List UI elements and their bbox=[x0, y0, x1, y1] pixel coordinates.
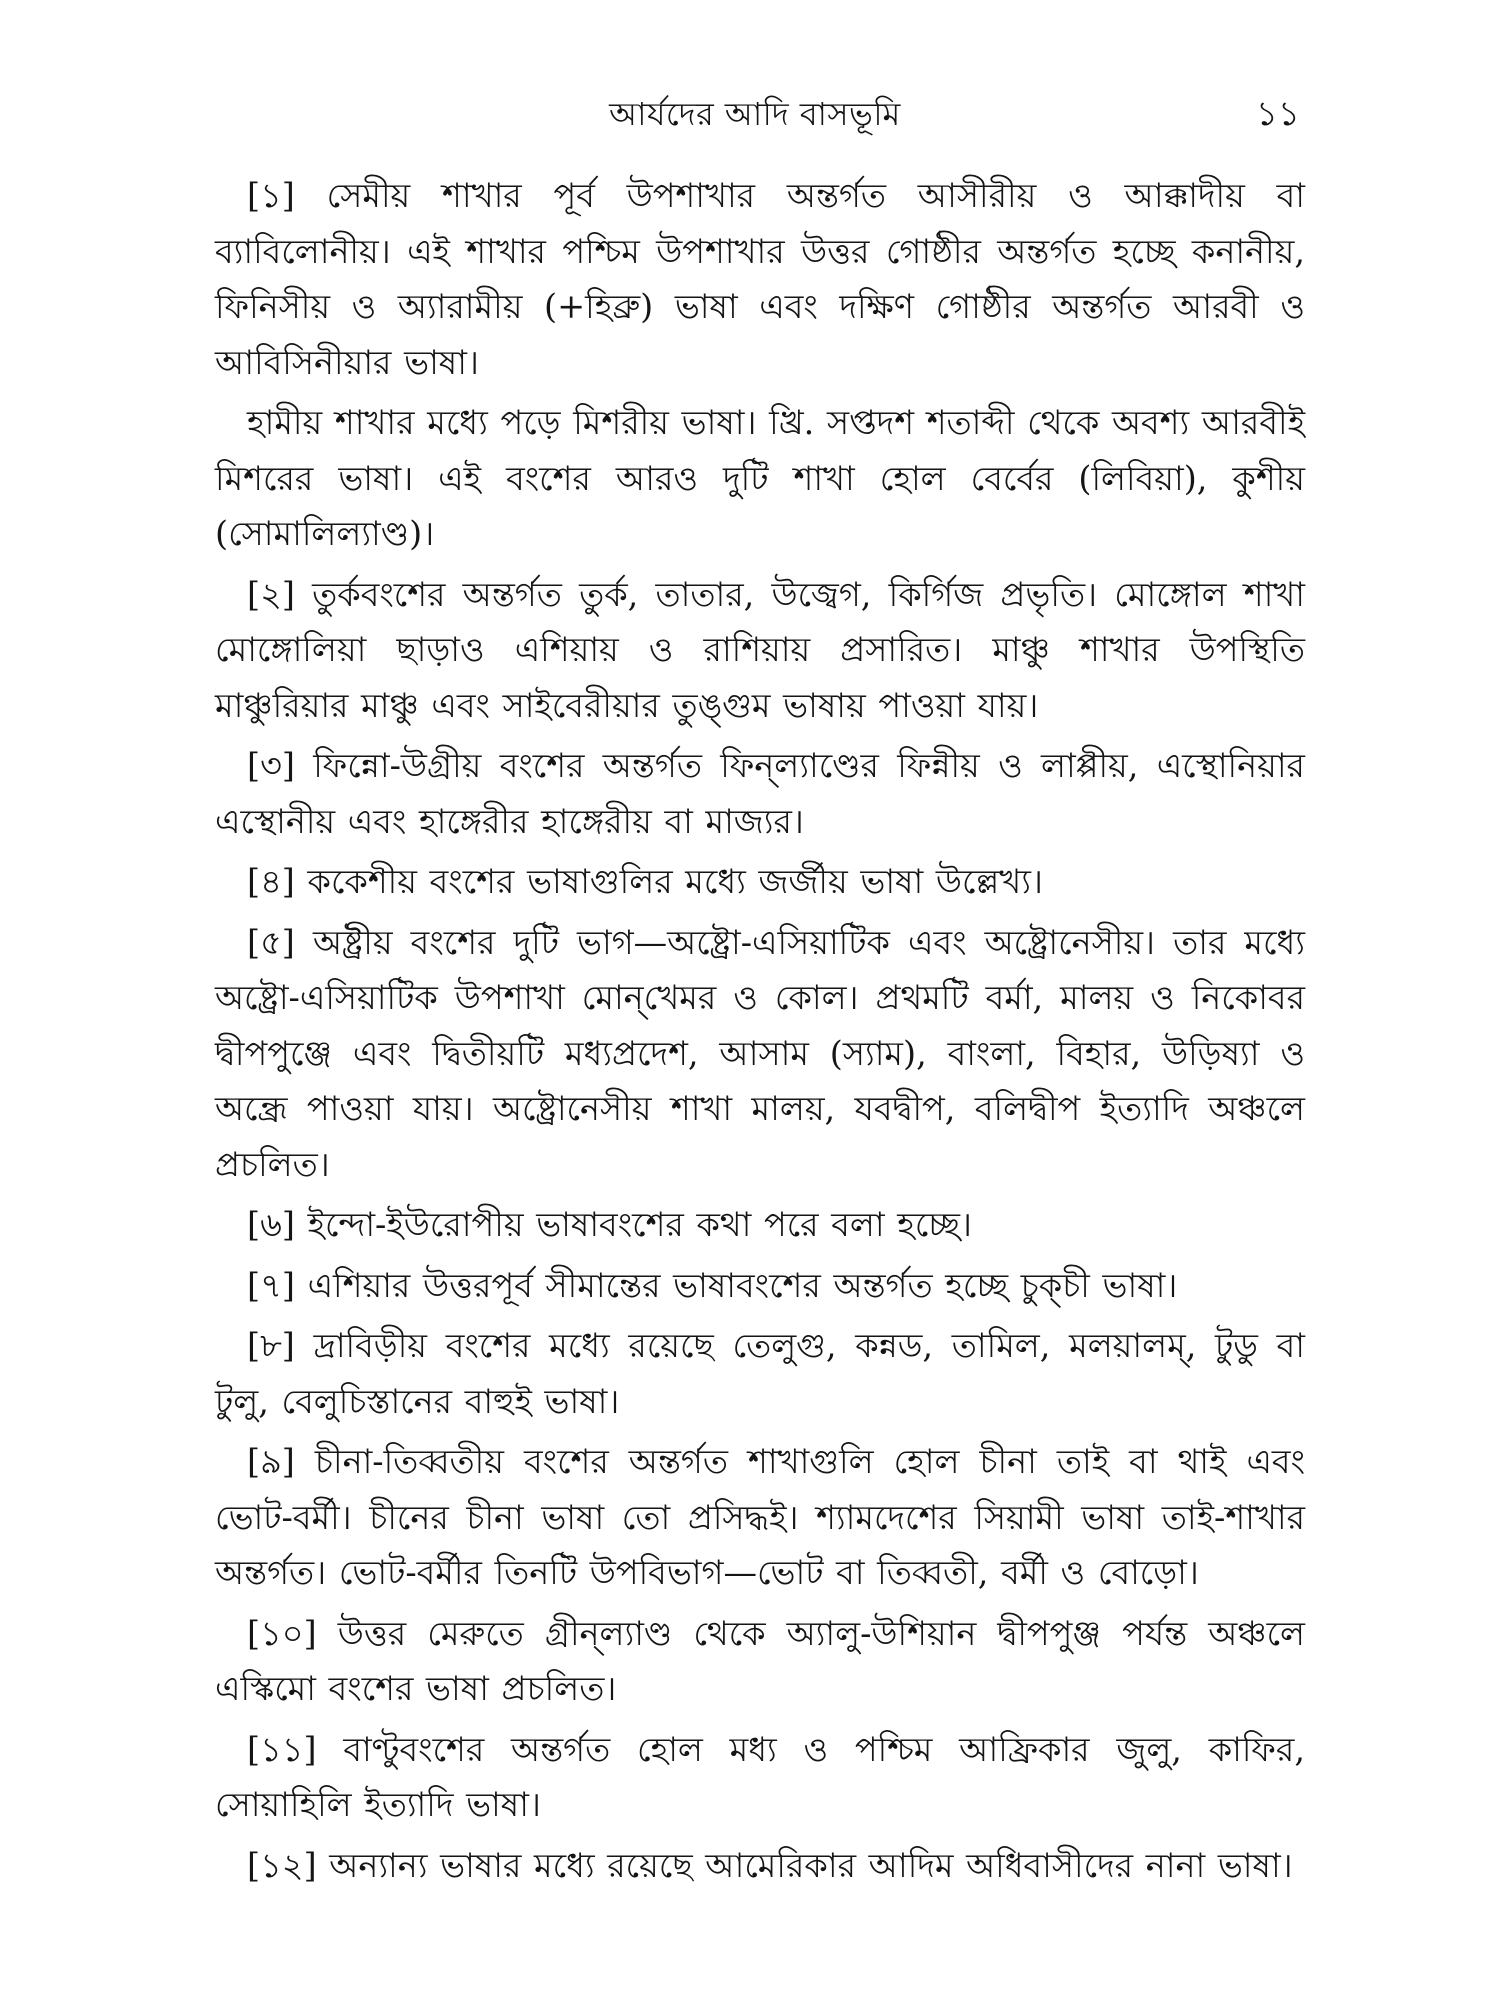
paragraph-hamitic: হামীয় শাখার মধ্যে পড়ে মিশরীয় ভাষা। খ্রি. সপ্তদশ শতাব্দী থেকে অবশ্য আরবীই মিশরের ভাষা। এই বংশের আরও দুটি শাখা হোল বের্বের (লিবিয়া), কুশীয় (সোমালিল্যাণ্ড)। bbox=[215, 403, 1305, 553]
paragraph-chukchi: [৭] এশিয়ার উত্তরপূর্ব সীমান্তের ভাষাবংশের অন্তর্গত হচ্ছে চুক্‌চী ভাষা। bbox=[247, 1265, 1178, 1305]
paragraph-finno-ugric: [৩] ফিন্নো-উগ্রীয় বংশের অন্তর্গত ফিন্ল্যাণ্ডের ফিন্নীয় ও লাপ্পীয়, এস্থোনিয়ার এস্থোনীয় এবং হাঙ্গেরীর হাঙ্গেরীয় বা মাজ্যর। bbox=[215, 746, 1305, 841]
running-header bbox=[210, 92, 1300, 142]
page-number: ১১ bbox=[1255, 94, 1300, 134]
paragraph-austric: [৫] অষ্ট্রীয় বংশের দুটি ভাগ—অষ্ট্রো-এসিয়াটিক এবং অষ্ট্রোনেসীয়। তার মধ্যে অষ্ট্রো-এসিয়াটিক উপশাখা মোন্‌খেমর ও কোল। প্রথমটি বর্মা, মালয় ও নিকোবর দ্বীপপুঞ্জে এবং দ্বিতীয়টি মধ্যপ্রদেশ, আসাম (স্যাম), বাংলা, বিহার, উড়িষ্যা ও অন্ধ্রে পাওয়া যায়। অষ্ট্রোনেসীয় শাখা মালয়, যবদ্বীপ, বলিদ্বীপ ইত্যাদি অঞ্চলে প্রচলিত। bbox=[215, 922, 1305, 1184]
paragraph-semitic: [১] সেমীয় শাখার পূর্ব উপশাখার অন্তর্গত আসীরীয় ও আক্কাদীয় বা ব্যাবিলোনীয়। এই শাখার পশ্চিম উপশাখার উত্তর গোষ্ঠীর অন্তর্গত হচ্ছে কনানীয়, ফিনিসীয় ও অ্যারামীয় (+হিব্রু) ভাষা এবং দক্ষিণ গোষ্ঠীর অন্তর্গত আরবী ও আবিসিনীয়ার ভাষা। bbox=[215, 176, 1305, 382]
paragraph-american: [১২] অন্যান্য ভাষার মধ্যে রয়েছে আমেরিকার আদিম অধিবাসীদের নানা ভাষা। bbox=[247, 1845, 1293, 1885]
paragraph-bantu: [১১] বাণ্টুবংশের অন্তর্গত হোল মধ্য ও পশ্চিম আফ্রিকার জুলু, কাফির, সোয়াহিলি ইত্যাদি ভাষা। bbox=[215, 1729, 1305, 1824]
paragraph-caucasian: [৪] ককেশীয় বংশের ভাষাগুলির মধ্যে জর্জীয় ভাষা উল্লেখ্য। bbox=[247, 862, 1043, 901]
running-title: আর্যদের আদি বাসভূমি bbox=[609, 95, 901, 133]
paragraph-turkic: [২] তুর্কবংশের অন্তর্গত তুর্ক, তাতার, উজ্বেগ, কির্গিজ প্রভৃতি। মোঙ্গোল শাখা মোঙ্গোলিয়া ছাড়াও এশিয়ায় ও রাশিয়ায় প্রসারিত। মাঞ্চু শাখার উপস্থিতি মাঞ্চুরিয়ার মাঞ্চু এবং সাইবেরীয়ার তুঙ্গুম ভাষায় পাওয়া যায়। bbox=[215, 574, 1305, 725]
paragraph-eskimo: [১০] উত্তর মেরুতে গ্রীন্‌ল্যাণ্ড থেকে অ্যালু-উশিয়ান দ্বীপপুঞ্জ পর্যন্ত অঞ্চলে এস্কিমো বংশের ভাষা প্রচলিত। bbox=[215, 1613, 1305, 1708]
body-text bbox=[215, 168, 1305, 1898]
paragraph-indo-european: [৬] ইন্দো-ইউরোপীয় ভাষাবংশের কথা পরে বলা হচ্ছে। bbox=[247, 1205, 972, 1244]
paragraph-dravidian: [৮] দ্রাবিড়ীয় বংশের মধ্যে রয়েছে তেলুগু, কন্নড, তামিল, মলয়ালম্‌, টুডু বা টুলু, বেলুচিস্তানের বাহুই ভাষা। bbox=[215, 1326, 1305, 1421]
paragraph-sino-tibetan: [৯] চীনা-তিব্বতীয় বংশের অন্তর্গত শাখাগুলি হোল চীনা তাই বা থাই এবং ভোট-বর্মী। চীনের চীনা ভাষা তো প্রসিদ্ধই। শ্যামদেশের সিয়ামী ভাষা তাই-শাখার অন্তর্গত। ভোট-বর্মীর তিনটি উপবিভাগ—ভোট বা তিব্বতী, বর্মী ও বোড়ো। bbox=[215, 1442, 1305, 1592]
